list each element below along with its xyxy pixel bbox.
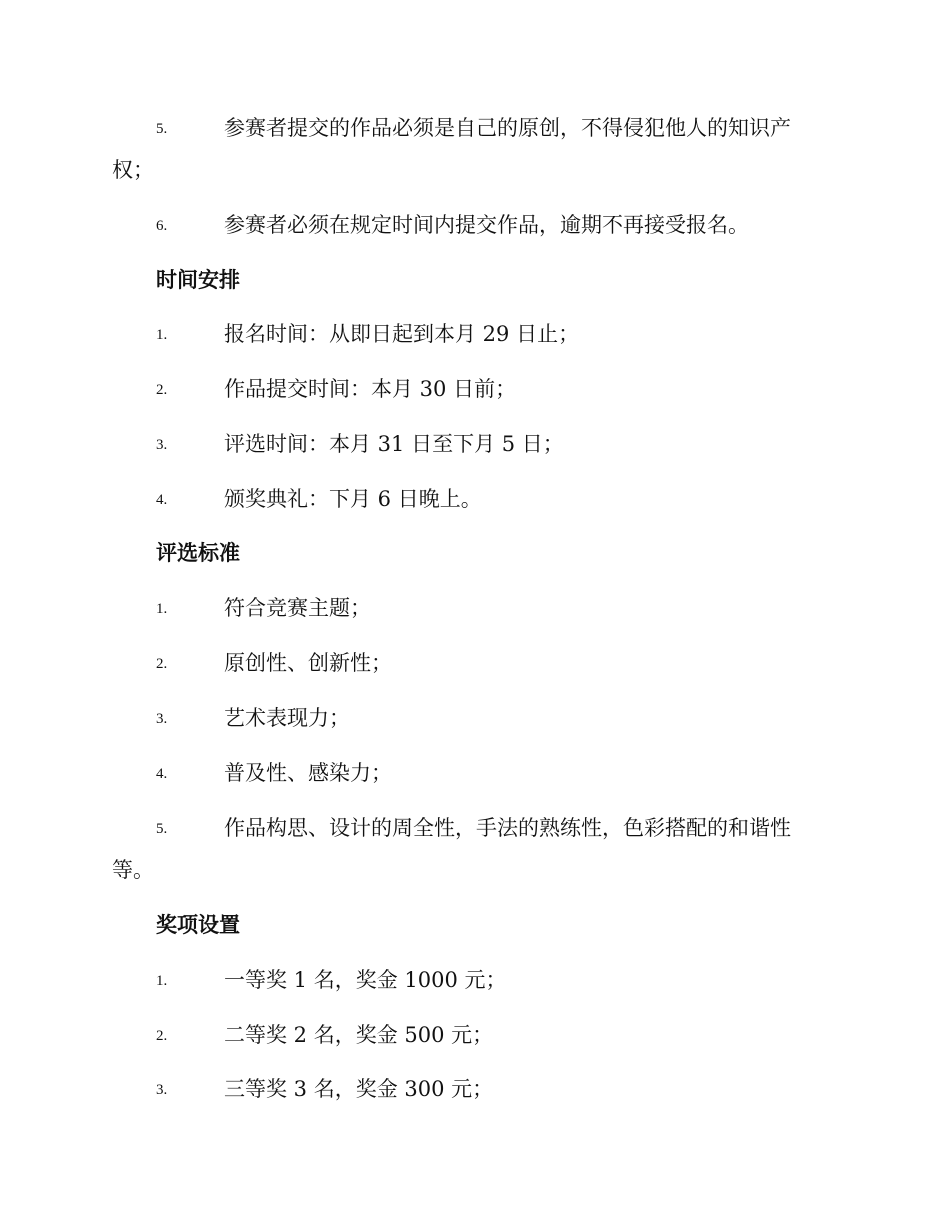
- list-text: 评选时间：本月 31 日至下月 5 日；: [224, 432, 564, 456]
- list-text: 作品提交时间：本月 30 日前；: [224, 377, 517, 401]
- list-text: 一等奖 1 名，奖金 1000 元；: [224, 968, 507, 992]
- list-text: 普及性、感染力；: [224, 761, 392, 785]
- list-text: 报名时间：从即日起到本月 29 日止；: [224, 322, 580, 346]
- list-text: 作品构思、设计的周全性，手法的熟练性，色彩搭配的和谐性: [224, 816, 791, 840]
- list-number: 1.: [156, 327, 168, 343]
- list-text: 原创性、创新性；: [224, 651, 392, 675]
- list-text: 三等奖 3 名，奖金 300 元；: [224, 1077, 494, 1101]
- list-number: 3.: [156, 437, 168, 453]
- list-number: 3.: [156, 711, 168, 727]
- list-text: 符合竞赛主题；: [224, 596, 371, 620]
- list-number: 4.: [156, 492, 168, 508]
- list-text: 参赛者必须在规定时间内提交作品，逾期不再接受报名。: [224, 213, 749, 237]
- list-number: 2.: [156, 382, 168, 398]
- list-number: 5.: [156, 821, 168, 837]
- list-text: 参赛者提交的作品必须是自己的原创，不得侵犯他人的知识产: [224, 116, 791, 140]
- section-heading-awards: 奖项设置: [156, 913, 240, 937]
- list-number: 1.: [156, 973, 168, 989]
- list-text: 二等奖 2 名，奖金 500 元；: [224, 1023, 494, 1047]
- list-number: 2.: [156, 656, 168, 672]
- list-text: 颁奖典礼：下月 6 日晚上。: [224, 487, 482, 511]
- list-number: 5.: [156, 121, 168, 137]
- list-number: 2.: [156, 1028, 168, 1044]
- list-number: 6.: [156, 218, 168, 234]
- list-text-continuation: 等。: [112, 858, 154, 882]
- list-number: 4.: [156, 766, 168, 782]
- list-text: 艺术表现力；: [224, 706, 350, 730]
- list-text-continuation: 权；: [112, 158, 154, 182]
- list-number: 3.: [156, 1082, 168, 1098]
- section-heading-schedule: 时间安排: [156, 268, 240, 292]
- section-heading-criteria: 评选标准: [156, 541, 240, 565]
- list-number: 1.: [156, 601, 168, 617]
